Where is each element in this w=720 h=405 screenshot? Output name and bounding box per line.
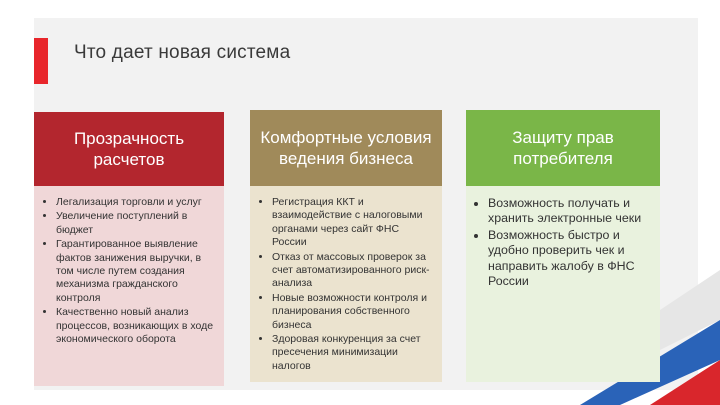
list-item: • Увеличение поступлений в бюджет (56, 210, 216, 237)
column-business (250, 110, 442, 382)
column-heading: Комфортные условия ведения бизнеса (250, 110, 442, 186)
list-item: • Отказ от массовых проверок за счет автоматизированного риск-анализа (272, 251, 434, 291)
list-item: • Качественно новый анализ процессов, возникающих в ходе экономического оборота (56, 306, 216, 346)
column-body (466, 186, 660, 382)
list-item: • Возможность быстро и удобно проверить чек и направить жалобу в ФНС России (488, 228, 652, 290)
list-item: • Регистрация ККТ и взаимодействие с налоговыми органами через сайт ФНС России (272, 196, 434, 250)
page-title: Что дает новая система (74, 42, 291, 63)
list-item: • Здоровая конкуренция за счет пресечения минимизации налогов (272, 333, 434, 373)
title-accent-bar (34, 38, 48, 84)
list-item: • Легализация торговли и услуг (56, 196, 216, 209)
column-transparency (34, 110, 224, 386)
column-heading: Прозрачность расчетов (34, 112, 224, 186)
column-heading: Защиту прав потребителя (466, 110, 660, 186)
column-consumer (466, 110, 660, 382)
list-item: • Гарантированное выявление фактов занижения выручки, в том числе путем создания механизма гражданского контроля (56, 238, 216, 305)
column-body (250, 186, 442, 382)
list-item: • Возможность получать и хранить электронные чеки (488, 196, 652, 227)
list-item: • Новые возможности контроля и планирования собственного бизнеса (272, 292, 434, 332)
column-body (34, 186, 224, 386)
